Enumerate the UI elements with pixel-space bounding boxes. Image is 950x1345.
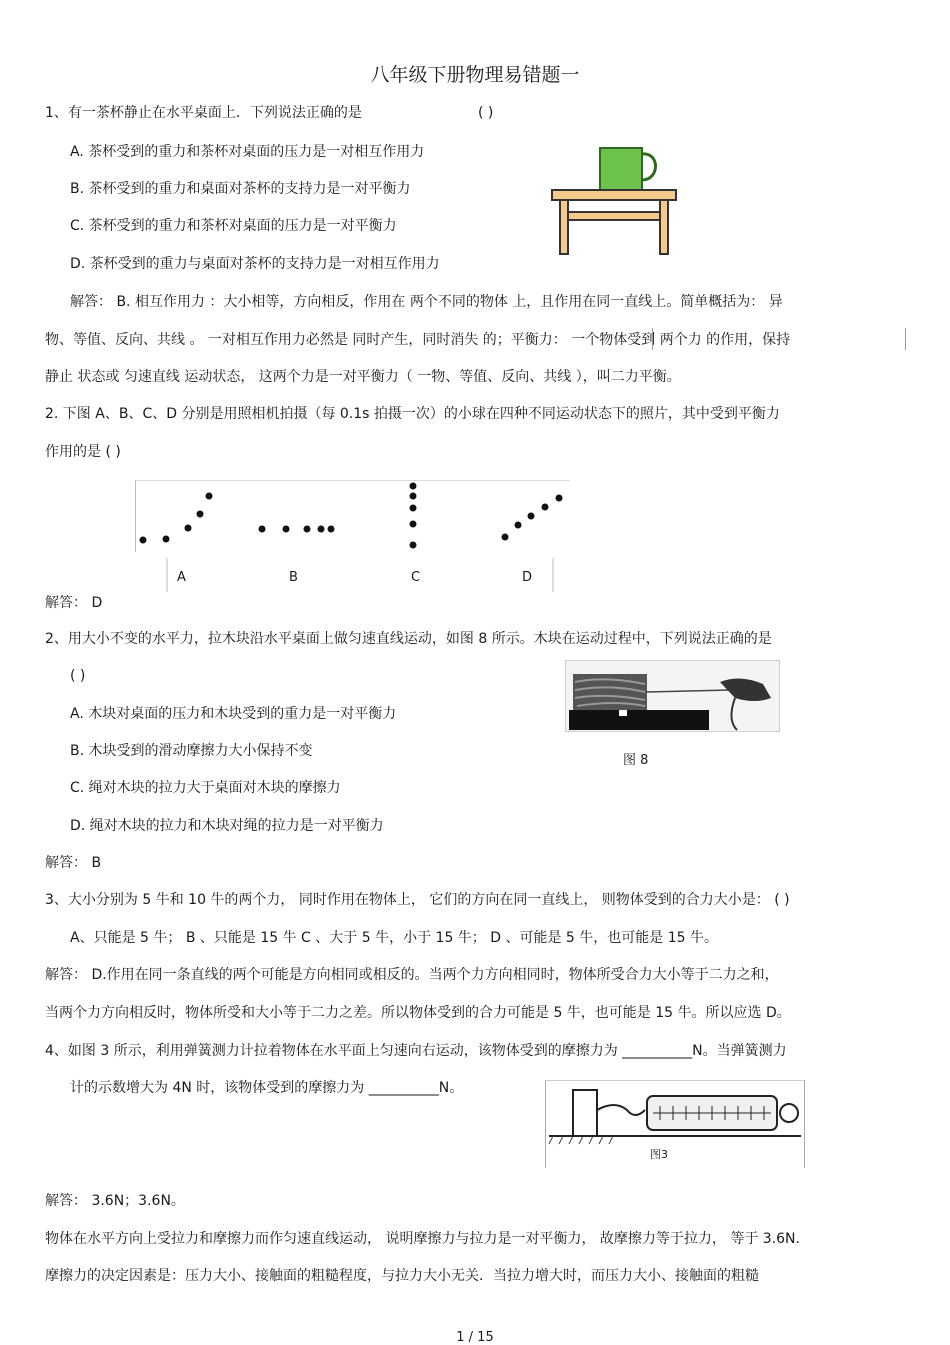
q1-option-b: B. 茶杯受到的重力和桌面对茶杯的支持力是一对平衡力: [70, 181, 411, 197]
q1-paren: ( ): [478, 105, 494, 121]
q4-explain-line-2: 摩擦力的决定因素是：压力大小、接触面的粗糙程度，与拉力大小无关．当拉力增大时，而压力大小、接触面的粗糙: [45, 1268, 759, 1284]
q3-options: A、只能是 5 牛； B 、只能是 15 牛 C 、大于 5 牛，小于 15 牛； D 、可能是 5 牛，也可能是 15 牛。: [70, 930, 719, 946]
q1-answer-line-3: 静止 状态或 匀速直线 运动状态， 这两个力是一对平衡力（ 一物、等值、反向、共线 ），叫二力平衡。: [45, 369, 681, 385]
ball-photos-figure: [135, 480, 570, 595]
q2a-answer: 解答： D: [45, 595, 103, 611]
q1-answer-line-1: 解答： B. 相互作用力 ：大小相等，方向相反，作用在 两个不同的物体 上，且作用在同一直线上。简单概括为： 异: [70, 294, 783, 310]
q3-stem: 3、大小分别为 5 牛和 10 牛的两个力， 同时作用在物体上， 它们的方向在同一直线上， 则物体受到的合力大小是： ( ): [45, 892, 790, 908]
q1-answer-bracket: [652, 328, 906, 350]
page-number: 1 / 15: [456, 1330, 494, 1345]
q2b-option-c: C. 绳对木块的拉力大于桌面对木块的摩擦力: [70, 780, 341, 796]
fig8-caption: 图 8: [623, 753, 649, 768]
photo-label-d: D: [522, 570, 533, 585]
teacup-on-table-figure: [548, 140, 680, 260]
q2b-option-a: A. 木块对桌面的压力和木块受到的重力是一对平衡力: [70, 706, 397, 722]
wood-block-pull-figure: [565, 660, 780, 732]
q2b-paren: ( ): [70, 668, 86, 684]
q4-answer: 解答： 3.6N；3.6N。: [45, 1193, 185, 1209]
spring-scale-figure: [545, 1080, 805, 1168]
page-title: 八年级下册物理易错题一: [370, 64, 580, 86]
q1-answer-line-2: 物、等值、反向、共线 。 一对相互作用力必然是 同时产生，同时消失 的；平衡力： 一个物体受到 两个力 的作用，保持: [45, 332, 791, 348]
q1-option-a: A. 茶杯受到的重力和茶杯对桌面的压力是一对相互作用力: [70, 144, 425, 160]
q1-option-c: C. 茶杯受到的重力和茶杯对桌面的压力是一对平衡力: [70, 218, 397, 234]
photo-label-c: C: [411, 570, 421, 585]
q3-answer-line-1: 解答： D.作用在同一条直线的两个可能是方向相同或相反的。当两个力方向相同时，物体所受合力大小等于二力之和，: [45, 967, 779, 983]
q3-answer-line-2: 当两个力方向相反时，物体所受和大小等于二力之差。所以物体受到的合力可能是 5 牛，也可能是 15 牛。所以应选 D。: [45, 1005, 791, 1021]
q2a-stem-line-2: 作用的是 ( ): [45, 444, 121, 460]
q1-stem: 1、有一茶杯静止在水平桌面上．下列说法正确的是: [45, 105, 362, 121]
q4-stem-line-2: 计的示数增大为 4N 时，该物体受到的摩擦力为 __________N。: [70, 1080, 464, 1096]
q2b-answer: 解答： B: [45, 855, 102, 871]
q4-explain-line-1: 物体在水平方向上受拉力和摩擦力而作匀速直线运动， 说明摩擦力与拉力是一对平衡力， 故摩擦力等于拉力， 等于 3.6N．: [45, 1231, 810, 1247]
q1-option-d: D. 茶杯受到的重力与桌面对茶杯的支持力是一对相互作用力: [70, 256, 440, 272]
q2a-stem-line-1: 2. 下图 A、B、C、D 分别是用照相机拍摄（每 0.1s 拍摄一次）的小球在四种不同运动状态下的照片，其中受到平衡力: [45, 406, 780, 422]
q4-stem-line-1: 4、如图 3 所示，利用弹簧测力计拉着物体在水平面上匀速向右运动，该物体受到的摩擦力为 __________N。当弹簧测力: [45, 1043, 787, 1059]
q2b-option-b: B. 木块受到的滑动摩擦力大小保持不变: [70, 743, 313, 759]
photo-label-a: A: [177, 570, 186, 585]
q2b-option-d: D. 绳对木块的拉力和木块对绳的拉力是一对平衡力: [70, 818, 384, 834]
fig3-caption: 图3: [650, 1148, 668, 1161]
q2b-stem: 2、用大小不变的水平力，拉木块沿水平桌面上做匀速直线运动，如图 8 所示。木块在运动过程中，下列说法正确的是: [45, 631, 772, 647]
photo-label-b: B: [289, 570, 298, 585]
